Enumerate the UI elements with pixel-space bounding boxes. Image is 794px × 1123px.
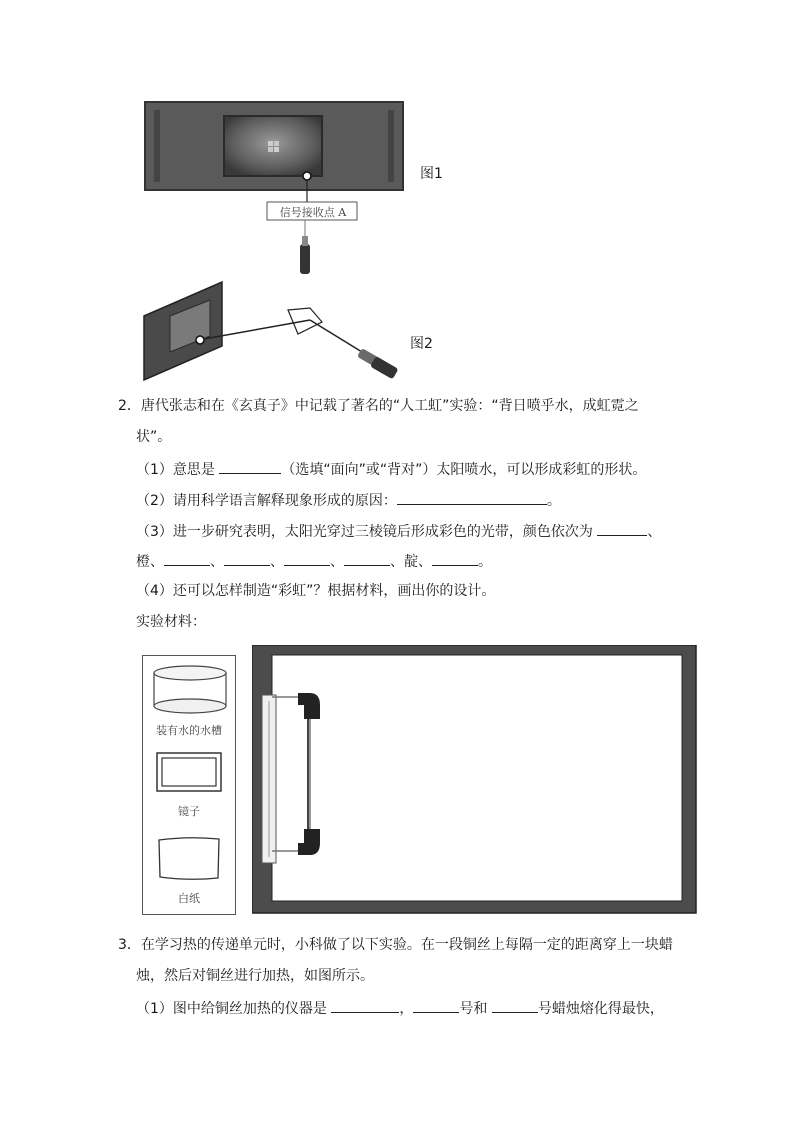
materials-title: 实验材料： [136,614,206,630]
white-paper-icon [156,836,222,882]
signal-point-label: 信号接收点 A [279,206,347,219]
q3-p1-blank-first[interactable] [413,997,459,1013]
figure-2-image [140,276,410,386]
figure-2-label: 图2 [410,336,433,352]
mirror-icon [156,752,222,792]
q3-p1-blank-instrument[interactable] [331,997,399,1013]
q2-p3-blank-red[interactable] [597,520,647,536]
q3-stem-line-2: 烛，然后对铜丝进行加热，如图所示。 [136,968,374,984]
q2-part-4: （4）还可以怎样制造“彩虹”？根据材料，画出你的设计。 [136,583,496,599]
q2-p1-blank[interactable] [219,458,281,474]
materials-panel [142,655,236,915]
remote-pointer-icon [300,236,310,274]
material-label-water-tank: 装有水的水槽 [156,724,222,737]
q2-number: 2． [118,398,141,414]
q2-p3-blank-purple[interactable] [432,550,478,566]
figure-1-label: 图1 [420,166,443,182]
drawing-canvas[interactable] [280,661,674,895]
q2-p3-blank-cyan[interactable] [344,550,390,566]
q2-stem-line-1: 2．唐代张志和在《玄真子》中记载了著名的“人工虹”实验：“背日喷乎水，成虹霓之 [118,398,639,414]
water-tank-icon [151,664,229,718]
laser-pointer-icon [357,348,399,379]
q2-p2-blank[interactable] [397,489,547,505]
q2-p3-blank-yellow[interactable] [164,550,210,566]
q2-part-1: （1）意思是 （选填“面向”或“背对”）太阳喷水，可以形成彩虹的形状。 [136,458,646,480]
q3-part-1: （1）图中给铜丝加热的仪器是 ， 号和 号蜡烛熔化得最快， [136,997,664,1019]
q3-stem-line-1: 3．在学习热的传递单元时，小科做了以下实验。在一段铜丝上每隔一定的距离穿上一块蜡 [118,937,673,953]
q3-p1-blank-second[interactable] [492,997,538,1013]
material-label-mirror: 镜子 [178,805,200,818]
q2-part-3-line-2: 橙、 、 、 、 、靛、 。 [136,550,492,572]
q2-part-2: （2）请用科学语言解释现象形成的原因： 。 [136,489,561,511]
q3-number: 3． [118,937,141,953]
q2-p3-blank-blue[interactable] [284,550,330,566]
material-label-paper: 白纸 [178,892,200,905]
q2-stem-line-2: 状”。 [136,429,172,445]
signal-point-a [303,172,311,180]
q2-p3-blank-green[interactable] [224,550,270,566]
clipboard-drawing-area [252,645,698,915]
figure-1-image [140,96,410,281]
q2-part-3-line-1: （3）进一步研究表明，太阳光穿过三棱镜后形成彩色的光带，颜色依次为 、 [136,520,661,542]
